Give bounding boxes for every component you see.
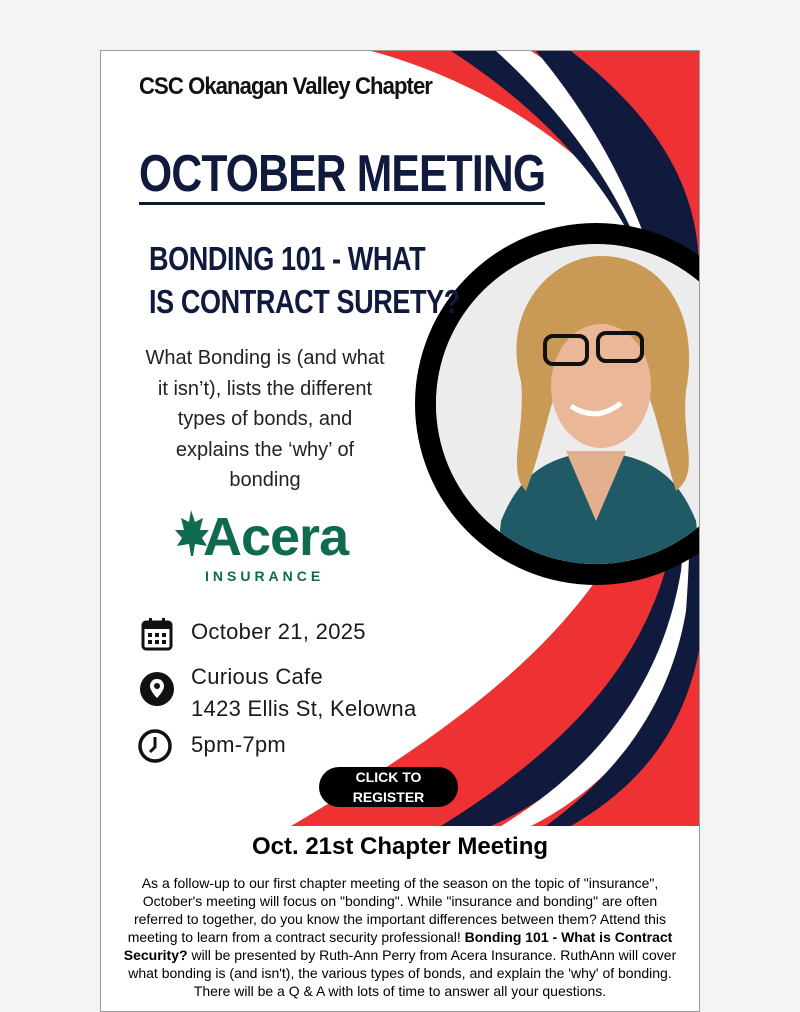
topic-line-2: IS CONTRACT SURETY? — [149, 283, 460, 320]
poster-topic — [149, 237, 460, 323]
calendar-icon — [141, 617, 173, 651]
register-label-line-2: REGISTER — [352, 789, 425, 805]
article-body-intro: As a follow-up to our first chapter meeting of the season on the topic of "insurance", October's meeting will focus on "bonding". While "insurance and bonding" are often referred to together, do you know the important differences between them? Attend this meeting to learn from a contract security professional! — [127, 875, 667, 945]
event-venue: Curious Cafe — [191, 664, 323, 689]
article-body — [121, 874, 679, 1000]
sponsor-name: Acera — [203, 507, 349, 567]
poster-heading: OCTOBER MEETING — [139, 145, 546, 203]
event-date: October 21, 2025 — [191, 619, 366, 644]
location-pin-icon — [139, 671, 175, 707]
chapter-name: CSC Okanagan Valley Chapter — [139, 73, 432, 100]
poster-description: What Bonding is (and what it isn’t), lists the different types of bonds, and explains the ‘why’ of bonding — [145, 347, 385, 491]
event-poster[interactable] — [101, 51, 699, 826]
event-time: 5pm-7pm — [191, 732, 287, 757]
article-body-highlight: Bonding 101 - What is Contract Security? — [123, 929, 673, 963]
newsletter-card — [100, 50, 700, 1012]
article-body-details: will be presented by Ruth-Ann Perry from Acera Insurance. RuthAnn will cover what bonding is (and isn't), the various types of bonds, and explain the 'why' of bonding. There will be a Q & A with lots of time to answer all your questions. — [128, 947, 677, 999]
sponsor-logo — [171, 506, 371, 586]
sponsor-subtitle: INSURANCE — [205, 568, 325, 584]
register-button[interactable] — [319, 767, 458, 807]
event-address: 1423 Ellis St, Kelowna — [191, 696, 417, 721]
register-label-line-1: CLICK TO — [355, 769, 422, 785]
topic-line-1: BONDING 101 - WHAT — [149, 240, 426, 277]
article-title: Oct. 21st Chapter Meeting — [251, 833, 549, 860]
clock-icon — [137, 728, 173, 764]
